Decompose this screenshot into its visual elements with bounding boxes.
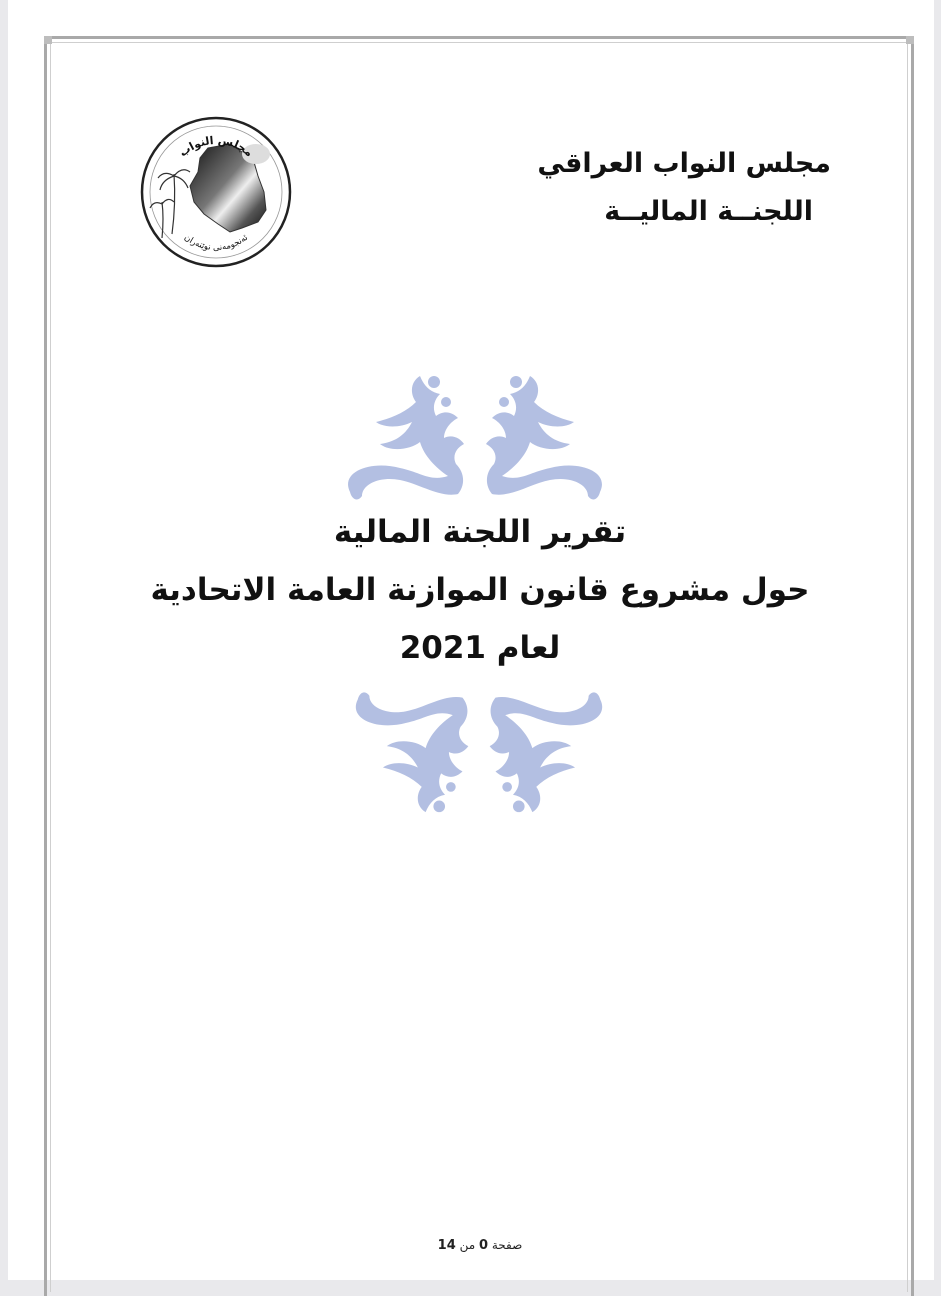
report-year: لعام 2021: [399, 630, 561, 666]
bottom-ornament-icon: [348, 684, 610, 820]
of-word: من: [459, 1238, 476, 1252]
seal-bottom-text: ئەنجومەنی نوێنەران: [182, 232, 250, 254]
border-corner: [44, 36, 52, 44]
report-title: تقرير اللجنة المالية: [333, 514, 627, 550]
page-number: [380, 1238, 580, 1253]
current-page: 0: [478, 1238, 489, 1253]
header-block: [471, 140, 831, 236]
report-subtitle: حول مشروع قانون الموازنة العامة الاتحادية: [150, 572, 810, 608]
page-word: صفحة: [491, 1238, 523, 1252]
seal-top-text: مجلس النواب: [176, 133, 256, 160]
organization-name: مجلس النواب العراقي: [537, 148, 831, 179]
total-pages: 14: [437, 1238, 456, 1253]
border-corner: [906, 36, 914, 44]
parliament-seal-icon: [138, 114, 294, 270]
top-ornament-icon: [340, 372, 610, 504]
committee-name: اللجنــة الماليــة: [604, 196, 813, 227]
